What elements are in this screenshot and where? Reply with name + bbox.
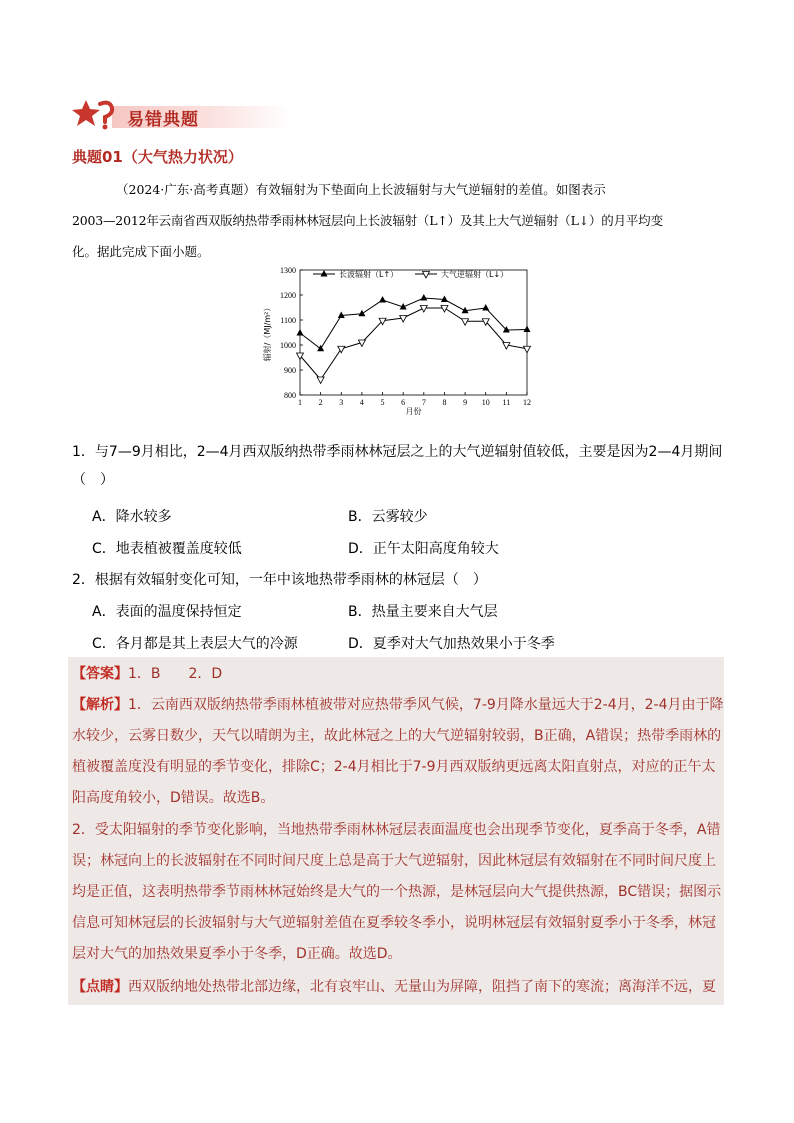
x-tick-label: 2: [318, 398, 323, 407]
series-1-point: [420, 294, 427, 301]
y-tick-label: 800: [284, 391, 296, 400]
question-1-option-d[interactable]: D．正午太阳高度角较大: [348, 541, 499, 557]
x-tick-label: 5: [380, 398, 385, 407]
series-2-point: [441, 306, 448, 313]
banner-label: 易错典题: [127, 110, 199, 130]
x-tick-label: 9: [463, 398, 468, 407]
x-tick-label: 6: [401, 398, 406, 407]
tip-tag: 【点睛】: [72, 979, 128, 995]
x-axis-label: 月份: [405, 407, 422, 416]
tip-line: [72, 977, 716, 997]
legend-marker-2: [423, 272, 430, 279]
intro-line-1: （2024·广东·高考真题）有效辐射为下垫面向上长波辐射与大气逆辐射的差值。如图表示: [116, 182, 606, 197]
radiation-line-chart: [255, 260, 545, 416]
x-tick-label: 8: [442, 398, 447, 407]
y-tick-label: 1200: [280, 291, 296, 300]
x-tick-label: 12: [523, 398, 531, 407]
question-1-stem-line2: （ ）: [72, 472, 114, 488]
legend-marker-1: [321, 270, 328, 277]
x-tick-label: 10: [481, 398, 490, 407]
answer-text: 1．B 2．D: [128, 666, 223, 682]
intro-line-2: 2003—2012年云南省西双版纳热带季雨林林冠层向上长波辐射（L↑）及其上大气逆辐射（L↓）的月平均变: [72, 213, 663, 228]
star-icon: [72, 98, 118, 130]
series-1-point: [338, 312, 345, 319]
series-line-2: [300, 308, 527, 380]
legend-label-1: 长波辐射（L↑）: [339, 270, 399, 279]
x-tick-label: 11: [502, 398, 511, 407]
plot-frame: [300, 270, 527, 395]
series-2-point: [462, 319, 469, 326]
intro-line-3: 化。据此完成下面小题。: [72, 244, 210, 259]
answer-tag: 【答案】: [72, 666, 128, 682]
series-2-point: [317, 377, 324, 384]
x-tick-label: 4: [359, 398, 364, 407]
series-1-point: [297, 329, 304, 336]
y-tick-label: 1000: [280, 341, 296, 350]
answer-line: [72, 664, 222, 684]
analysis-line-2: 水较少，云雾日数少，天气以晴朗为主，故此林冠之上的大气逆辐射较弱，B正确，A错误；热带季雨林的: [72, 728, 722, 744]
section-banner: [72, 98, 232, 130]
series-1-point: [358, 310, 365, 317]
y-tick-label: 1300: [280, 266, 296, 275]
x-tick-label: 1: [298, 398, 302, 407]
analysis-line-9: 层对大气的加热效果夏季小于冬季，D正确。故选D。: [72, 946, 402, 962]
question-1-stem: [72, 438, 732, 494]
series-1-point: [441, 296, 448, 303]
series-2-point: [524, 346, 531, 353]
analysis-line-5: 2．受太阳辐射的季节变化影响，当地热带季雨林林冠层表面温度也会出现季节变化，夏季高于冬季，A错: [72, 822, 721, 838]
section-title: 典题01（大气热力状况）: [72, 148, 243, 166]
tip-text: 西双版纳地处热带北部边缘，北有哀牢山、无量山为屏障，阻挡了南下的寒流；离海洋不远，夏: [128, 979, 716, 995]
series-1-point: [379, 296, 386, 303]
question-2-option-b[interactable]: B．热量主要来自大气层: [348, 604, 498, 620]
series-1-point: [482, 304, 489, 311]
y-axis-label: 辐射/（MJ/m²）: [263, 303, 272, 362]
question-1-option-a[interactable]: A．降水较多: [92, 509, 172, 525]
question-1-stem-line1: 1．与7—9月相比，2—4月西双版纳热带季雨林林冠层之上的大气逆辐射值较低，主要是因为2—4月期间: [72, 444, 723, 460]
analysis-line-1: [72, 695, 724, 715]
analysis-line-7: 均是正值，这表明热带季节雨林林冠始终是大气的一个热源，是林冠层向大气提供热源，BC错误；据图示: [72, 884, 722, 900]
analysis-line-8: 信息可知林冠层的长波辐射与大气逆辐射差值在夏季较冬季小，说明林冠层有效辐射夏季小于冬季，林冠: [72, 915, 716, 931]
x-tick-label: 3: [339, 398, 344, 407]
analysis-text-a1: 1．云南西双版纳热带季雨林植被带对应热带季风气候，7-9月降水量远大于2-4月，2-4月由于降: [128, 697, 724, 713]
x-tick-label: 7: [421, 398, 426, 407]
y-tick-label: 1100: [280, 316, 296, 325]
analysis-line-6: 误；林冠向上的长波辐射在不同时间尺度上总是高于大气逆辐射，因此林冠层有效辐射在不同时间尺度上: [72, 853, 716, 869]
question-2-option-a[interactable]: A．表面的温度保持恒定: [92, 604, 242, 620]
analysis-tag: 【解析】: [72, 697, 128, 713]
legend-label-2: 大气逆辐射（L↓）: [441, 270, 509, 279]
series-1-point: [524, 326, 531, 333]
question-1-option-b[interactable]: B．云雾较少: [348, 509, 428, 525]
y-tick-label: 900: [284, 366, 296, 375]
question-2-option-c[interactable]: C．各月都是其上表层大气的冷源: [92, 636, 298, 652]
question-1-option-c[interactable]: C．地表植被覆盖度较低: [92, 541, 242, 557]
analysis-line-4: 阳高度角较小，D错误。故选B。: [72, 790, 275, 806]
question-2-option-d[interactable]: D．夏季对大气加热效果小于冬季: [348, 636, 555, 652]
question-2-stem: 2．根据有效辐射变化可知，一年中该地热带季雨林的林冠层（ ）: [72, 572, 487, 588]
series-line-1: [300, 298, 527, 349]
analysis-line-3: 植被覆盖度没有明显的季节变化，排除C；2-4月相比于7-9月西双版纳更远离太阳直射点，对应的正午太: [72, 759, 716, 775]
question-intro: [72, 174, 722, 267]
